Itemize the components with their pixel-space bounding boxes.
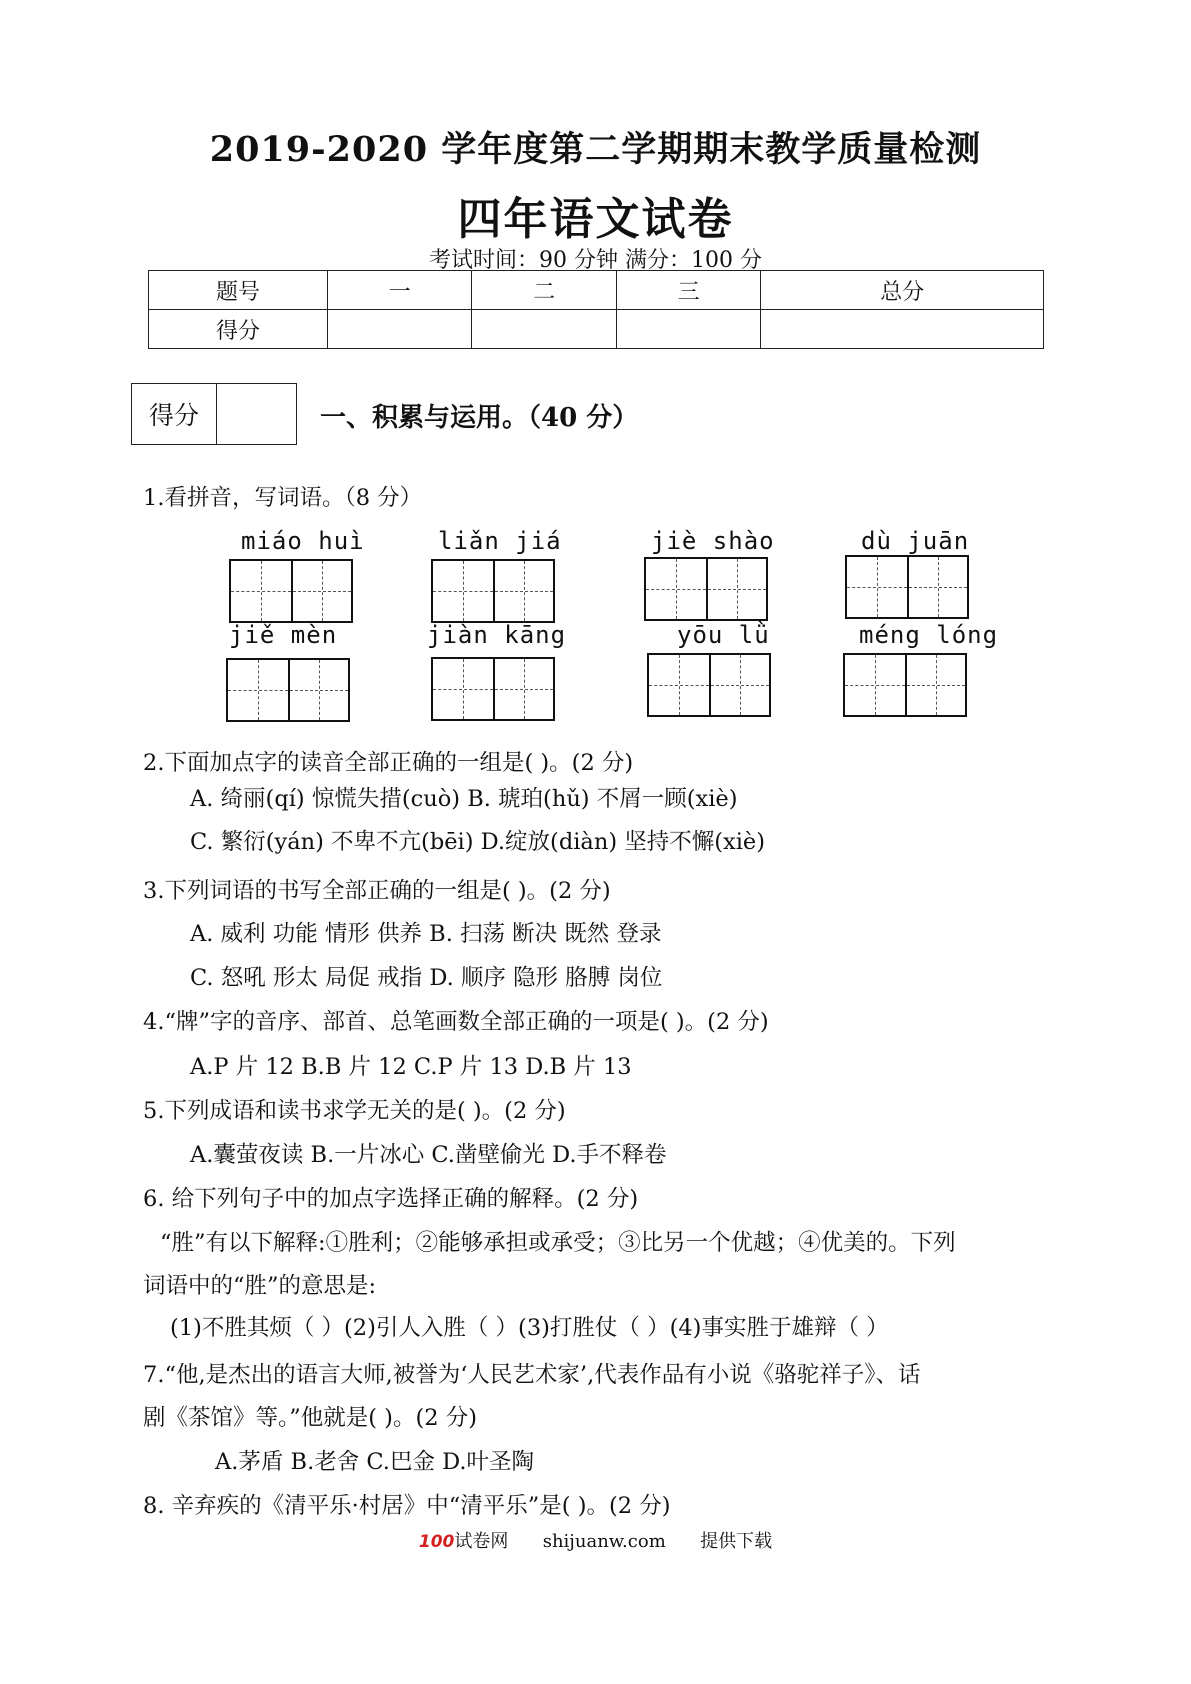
question-7-text: 剧《茶馆》等。”他就是( )。(2 分) [143, 1405, 477, 1431]
question-3-options: C. 怒吼 形太 局促 戒指 D. 顺序 隐形 胳膊 岗位 [190, 965, 663, 991]
question-6-prompt: 6. 给下列句子中的加点字选择正确的解释。(2 分) [143, 1186, 639, 1212]
score-blank-cell [616, 310, 760, 349]
question-2-options: C. 繁衍(yán) 不卑不亢(bēi) D.绽放(diàn) 坚持不懈(xiè) [190, 829, 766, 855]
exam-header-title: 2019-2020 学年度第二学期期末教学质量检测 [209, 129, 982, 170]
tianzige-box[interactable] [644, 557, 768, 621]
tianzige-box[interactable] [229, 559, 353, 623]
page-footer [0, 1527, 1191, 1553]
score-table-header-row [149, 271, 1044, 310]
score-table-cell: 得分 [149, 310, 328, 349]
section-score-box [131, 383, 297, 445]
tianzige-box[interactable] [845, 555, 969, 619]
question-6-text: 词语中的“胜”的意思是: [143, 1273, 377, 1299]
score-table-score-row [149, 310, 1044, 349]
question-1-prompt: 1.看拼音，写词语。（8 分） [143, 485, 423, 511]
section-score-label: 得分 [132, 384, 217, 444]
brand-name: 试卷网 [454, 1531, 509, 1552]
section-title: 一、积累与运用。（40 分） [320, 403, 639, 433]
tianzige-box[interactable] [226, 658, 350, 722]
score-table-cell: 一 [328, 271, 472, 310]
footer-note: 提供下载 [700, 1531, 773, 1552]
score-blank-cell [761, 310, 1044, 349]
score-table-cell: 总分 [761, 271, 1044, 310]
pinyin-label: jiàn kāng [427, 621, 567, 649]
question-3-prompt: 3.下列词语的书写全部正确的一组是( )。(2 分) [143, 878, 611, 904]
question-7-options: A.茅盾 B.老舍 C.巴金 D.叶圣陶 [215, 1449, 534, 1475]
question-6-items: (1)不胜其烦（ ）(2)引人入胜（ ）(3)打胜仗（ ）(4)事实胜于雄辩（ ） [170, 1315, 889, 1341]
question-5-options: A.囊萤夜读 B.一片冰心 C.凿壁偷光 D.手不释卷 [190, 1142, 667, 1168]
pinyin-label: liǎn jiá [438, 527, 562, 555]
tianzige-box[interactable] [647, 653, 771, 717]
pinyin-label: dù juān [861, 527, 970, 555]
score-blank-cell [328, 310, 472, 349]
tianzige-box[interactable] [431, 559, 555, 623]
pinyin-label: méng lóng [859, 621, 999, 649]
pinyin-label: yōu lǜ [677, 621, 770, 649]
brand-logo-icon: 100 [418, 1532, 455, 1552]
footer-site-link[interactable]: shijuanw.com [542, 1531, 666, 1552]
pinyin-label: jiè shào [651, 527, 775, 555]
question-2-options: A. 绮丽(qí) 惊慌失措(cuò) B. 琥珀(hǔ) 不屑一顾(xiè) [190, 786, 738, 812]
score-table-cell: 三 [616, 271, 760, 310]
exam-info: 考试时间：90 分钟 满分：100 分 [429, 248, 762, 273]
question-6-text: “胜”有以下解释:①胜利；②能够承担或承受；③比另一个优越；④优美的。下列 [160, 1230, 956, 1256]
pinyin-label: jiě mèn [229, 621, 338, 649]
exam-subject-title: 四年语文试卷 [457, 194, 734, 245]
question-3-options: A. 威利 功能 情形 供养 B. 扫荡 断决 既然 登录 [190, 921, 662, 947]
question-7-text: 7.“他,是杰出的语言大师,被誉为‘人民艺术家’,代表作品有小说《骆驼祥子》、话 [143, 1362, 921, 1388]
question-4-options: A.P 片 12 B.B 片 12 C.P 片 13 D.B 片 13 [190, 1054, 632, 1080]
question-8-prompt: 8. 辛弃疾的《清平乐·村居》中“清平乐”是( )。(2 分) [143, 1493, 671, 1519]
score-blank-cell [472, 310, 616, 349]
score-table [148, 270, 1044, 349]
pinyin-label: miáo huì [241, 527, 365, 555]
score-table-cell: 二 [472, 271, 616, 310]
tianzige-box[interactable] [431, 657, 555, 721]
question-4-prompt: 4.“牌”字的音序、部首、总笔画数全部正确的一项是( )。(2 分) [143, 1009, 769, 1035]
score-table-cell: 题号 [149, 271, 328, 310]
tianzige-box[interactable] [843, 653, 967, 717]
question-2-prompt: 2.下面加点字的读音全部正确的一组是( )。(2 分) [143, 750, 634, 776]
question-5-prompt: 5.下列成语和读书求学无关的是( )。(2 分) [143, 1098, 566, 1124]
